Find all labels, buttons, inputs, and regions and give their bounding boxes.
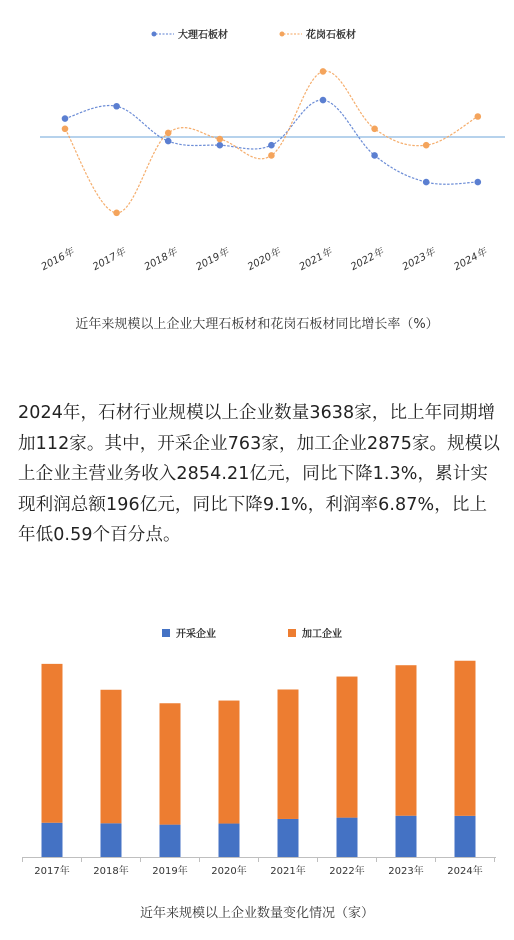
x-tick-label-2: 2019年 (152, 866, 188, 877)
data-point-0-3 (217, 142, 224, 149)
legend-swatch-0 (162, 629, 170, 637)
data-point-0-5 (320, 97, 327, 104)
bar-1-0 (42, 664, 63, 823)
legend-label-1: 加工企业 (302, 629, 342, 640)
enterprise-count-bar-chart-svg (0, 612, 514, 882)
growth-rate-line-chart-svg (0, 0, 514, 300)
data-point-0-0 (62, 115, 69, 122)
bar-0-6 (396, 816, 417, 857)
data-point-1-5 (320, 68, 327, 75)
data-point-0-4 (268, 142, 275, 149)
x-tick-label-0: 2017年 (34, 866, 70, 877)
legend-label-0: 开采企业 (176, 629, 216, 640)
x-tick-label-8: 2024年 (452, 246, 489, 273)
bar-0-3 (219, 824, 240, 857)
x-tick-label-1: 2018年 (93, 866, 129, 877)
bar-0-0 (42, 823, 63, 857)
legend-label-0: 大理石板材 (178, 30, 228, 41)
bar-1-6 (396, 665, 417, 816)
data-point-0-1 (113, 103, 120, 110)
x-tick-label-3: 2020年 (211, 866, 247, 877)
bar-1-5 (337, 677, 358, 818)
data-point-1-1 (113, 210, 120, 217)
x-tick-label-5: 2021年 (297, 246, 335, 273)
x-tick-label-7: 2023年 (400, 246, 438, 273)
data-point-1-8 (475, 113, 482, 120)
data-point-1-0 (62, 126, 69, 133)
x-tick-label-7: 2024年 (447, 866, 483, 877)
bar-0-4 (278, 819, 299, 857)
x-tick-label-4: 2020年 (245, 246, 283, 273)
bar-1-4 (278, 689, 299, 818)
x-tick-label-6: 2022年 (349, 246, 386, 273)
x-tick-label-2: 2018年 (142, 246, 180, 273)
legend-marker-1 (280, 32, 285, 37)
data-point-0-2 (165, 138, 172, 145)
x-tick-label-1: 2017年 (91, 246, 128, 273)
x-tick-label-4: 2021年 (270, 866, 306, 877)
data-point-1-4 (268, 152, 275, 159)
data-point-0-7 (423, 179, 430, 186)
bar-1-3 (219, 701, 240, 824)
data-point-0-8 (475, 179, 482, 186)
bar-0-5 (337, 818, 358, 857)
bar-0-2 (160, 825, 181, 857)
x-tick-label-5: 2022年 (329, 866, 365, 877)
bar-1-7 (455, 661, 476, 816)
data-point-1-7 (423, 142, 430, 149)
legend-marker-0 (152, 32, 157, 37)
data-point-1-3 (217, 136, 224, 143)
x-tick-label-3: 2019年 (194, 246, 231, 273)
bar-chart-caption: 近年来规模以上企业数量变化情况（家） (139, 906, 374, 921)
line-chart-caption: 近年来规模以上企业大理石板材和花岗石板材同比增长率（%） (75, 317, 439, 332)
enterprise-count-bar-chart (0, 612, 514, 882)
article-paragraph: 2024年，石材行业规模以上企业数量3638家，比上年同期增加112家。其中，开采企业763家，加工企业2875家。规模以上企业主营业务收入2854.21亿元，同比下降1.3%，累计实现利润总额196亿元，同比下降9.1%，利润率6.87%，比上年低0.59个百分点。 (18, 403, 500, 545)
bar-0-7 (455, 816, 476, 857)
bar-1-2 (160, 703, 181, 824)
data-point-0-6 (371, 152, 378, 159)
legend-label-1: 花岗石板材 (306, 30, 356, 41)
bar-0-1 (101, 823, 122, 857)
growth-rate-line-chart (0, 0, 514, 300)
x-tick-label-6: 2023年 (388, 866, 424, 877)
data-point-1-2 (165, 130, 172, 137)
data-point-1-6 (371, 126, 378, 133)
legend-swatch-1 (288, 629, 296, 637)
x-tick-label-0: 2016年 (39, 246, 77, 273)
bar-1-1 (101, 690, 122, 824)
